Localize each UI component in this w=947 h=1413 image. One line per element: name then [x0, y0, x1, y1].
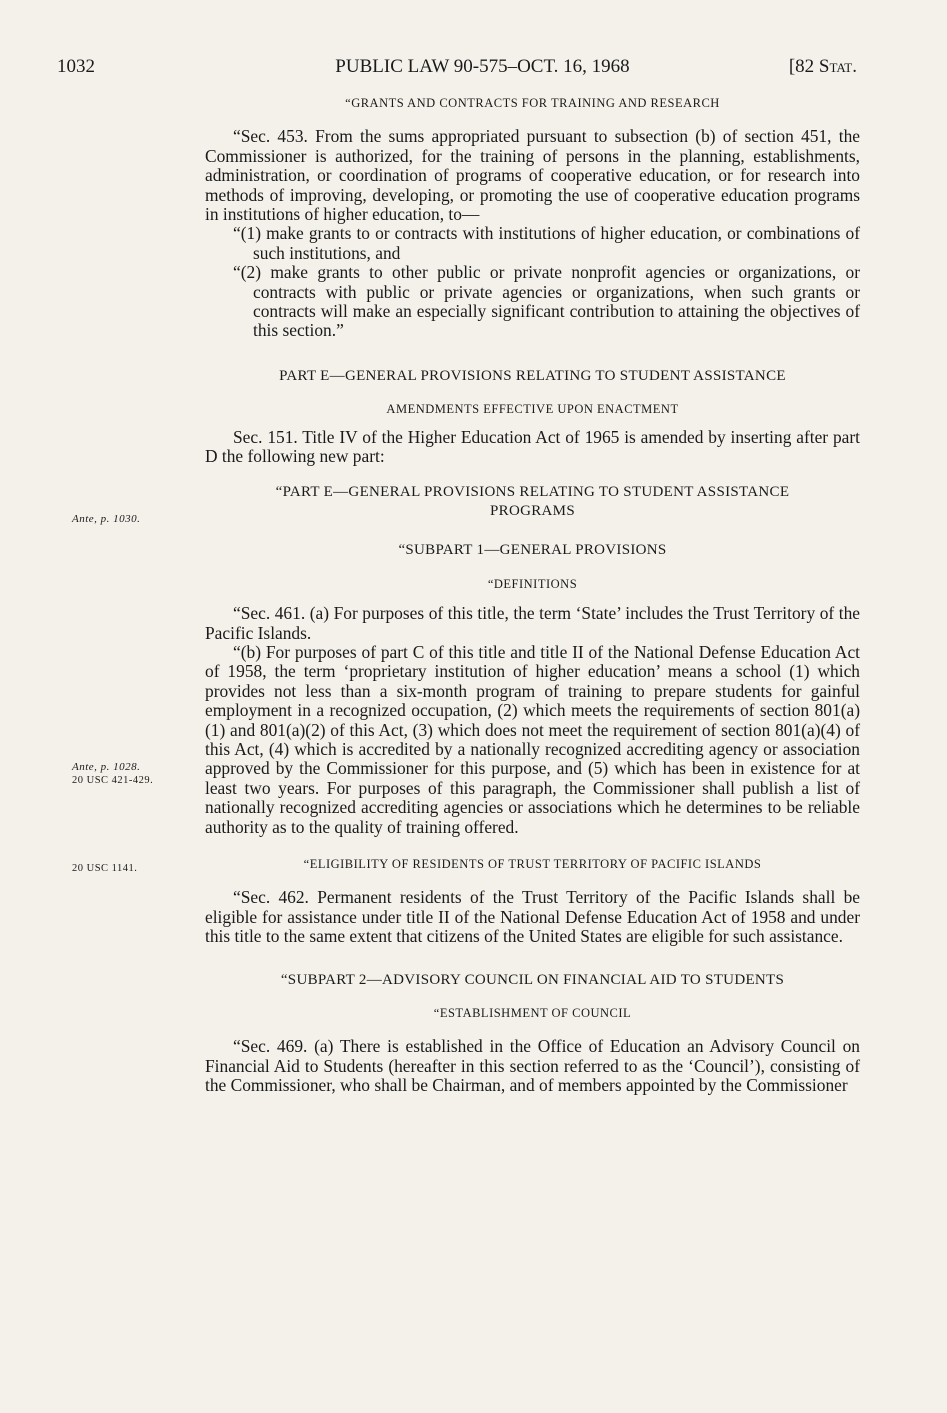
- paragraph: “Sec. 453. From the sums appropriated pursuant to subsection (b) of section 451, the Commissioner is authorized, for the training of persons in the planning, establishments, administration, or coordination of programs of cooperative education, or for research into methods of improving, developing, or promoting the use of cooperative education programs in institutions of higher education, to—: [205, 126, 860, 225]
- part-heading: PROGRAMS: [490, 502, 575, 519]
- part-heading: PART E—GENERAL PROVISIONS RELATING TO STUDENT ASSISTANCE: [279, 367, 786, 384]
- page-number: 1032: [57, 56, 95, 77]
- margin-note-ante-1028: Ante, p. 1028.: [72, 761, 141, 773]
- paragraph: “Sec. 469. (a) There is established in the Office of Education an Advisory Council on Financial Aid to Students (hereafter in this section referred to as the ‘Council’), consisting of the Commissioner, who shall be Chairman, and of members appointed by the Commissioner: [205, 1036, 860, 1096]
- section-heading: “ELIGIBILITY OF RESIDENTS OF TRUST TERRITORY OF PACIFIC ISLANDS: [303, 857, 762, 871]
- paragraph: “(b) For purposes of part C of this title and title II of the National Defense Education Act of 1958, the term ‘proprietary institution of higher education’ means a school (1) which provides not less than a six-month program of training to prepare students for gainful employment in a recognized occupation, (2) which meets the requirements of section 801(a)(1) and 801(a)(2) of this Act, (3) which does not meet the requirement of section 801(a)(4) of this Act, (4) which is accredited by a nationally recognized accrediting agency or association approved by the Commissioner for this purpose, and (5) which has been in existence for at least two years. For purposes of this paragraph, the Commissioner shall publish a list of nationally recognized accrediting agencies or associations which he determines to be reliable authority as to the quality of training offered.: [205, 641, 860, 837]
- margin-note-ante-1030: Ante, p. 1030.: [72, 513, 141, 525]
- section-heading: “ESTABLISHMENT OF COUNCIL: [433, 1006, 632, 1021]
- list-item: “(2) make grants to other public or private nonprofit agencies or organizations, or contracts with public or private agencies or organizations, when such grants or contracts will make an especially significant contribution to attaining the objectives of this section.”: [233, 262, 860, 341]
- section-heading: “GRANTS AND CONTRACTS FOR TRAINING AND RESEARCH: [345, 96, 720, 110]
- list-item: “(1) make grants to or contracts with institutions of higher education, or combinations of such institutions, and: [233, 223, 860, 263]
- margin-note-usc-421: 20 USC 421-429.: [72, 775, 154, 786]
- margin-note-usc-1141: 20 USC 1141.: [72, 863, 138, 874]
- page-header: [0, 56, 947, 82]
- paragraph: “Sec. 462. Permanent residents of the Trust Territory of the Pacific Islands shall be eligible for assistance under title II of the National Defense Education Act of 1958 and under this title to the same extent that citizens of the United States are eligible for such assistance.: [205, 887, 860, 947]
- section-heading: “DEFINITIONS: [487, 576, 578, 591]
- section-heading: AMENDMENTS EFFECTIVE UPON ENACTMENT: [386, 402, 679, 417]
- running-title: PUBLIC LAW 90-575–OCT. 16, 1968: [335, 56, 630, 77]
- document-body: [205, 94, 860, 1096]
- part-heading: “PART E—GENERAL PROVISIONS RELATING TO STUDENT ASSISTANCE: [275, 483, 790, 500]
- paragraph: “Sec. 461. (a) For purposes of this title, the term ‘State’ includes the Trust Territory of the Pacific Islands.: [205, 603, 860, 643]
- subpart-heading: “SUBPART 1—GENERAL PROVISIONS: [398, 542, 667, 559]
- statute-volume: [82 Stat.: [788, 56, 857, 77]
- subpart-heading: “SUBPART 2—ADVISORY COUNCIL ON FINANCIAL AID TO STUDENTS: [280, 971, 785, 988]
- paragraph: Sec. 151. Title IV of the Higher Education Act of 1965 is amended by inserting after part D the following new part:: [205, 426, 860, 467]
